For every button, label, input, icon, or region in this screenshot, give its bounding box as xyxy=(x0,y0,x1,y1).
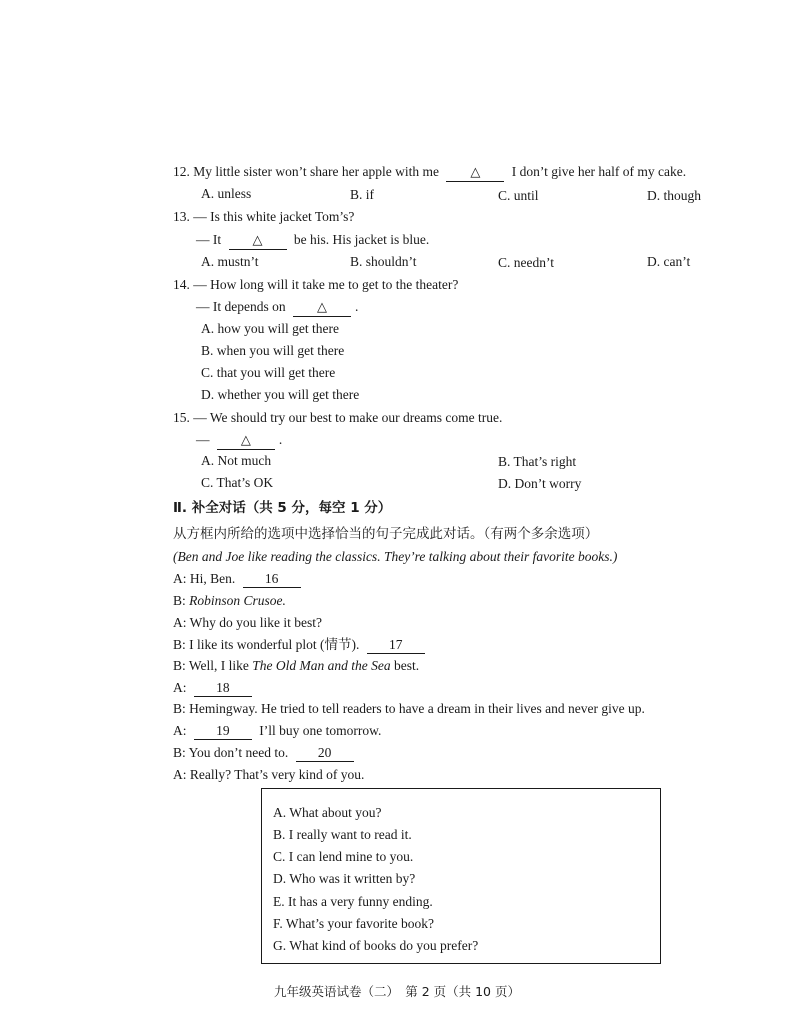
q14-reply-after: . xyxy=(354,299,359,314)
q12-blank: △ xyxy=(446,165,504,182)
q13-option-d: D. can’t xyxy=(647,254,691,269)
q14-blank: △ xyxy=(293,300,351,317)
q13-stem: 13. — Is this white jacket Tom’s? xyxy=(173,209,355,224)
q13-reply-before: — It xyxy=(196,232,222,247)
q14-option-c: C. that you will get there xyxy=(201,365,336,380)
q13-reply-after: be his. His jacket is blue. xyxy=(293,232,430,247)
dialogue-line-8-after: I’ll buy one tomorrow. xyxy=(259,723,382,738)
q15-option-d: D. Don’t worry xyxy=(498,476,582,491)
dialogue-blank-18: 18 xyxy=(194,680,252,697)
q15-reply xyxy=(196,431,282,450)
dialogue-line-8 xyxy=(173,722,381,740)
dialogue-line-7: B: Hemingway. He tried to tell readers to have a dream in their lives and never give up. xyxy=(173,701,645,716)
dialogue-line-6-speaker: A: xyxy=(173,680,187,695)
q12-option-a: A. unless xyxy=(201,186,252,201)
dialogue-line-6 xyxy=(173,679,256,697)
q15-reply-after: . xyxy=(278,432,283,447)
dialogue-line-1 xyxy=(173,570,305,588)
box-option-g: G. What kind of books do you prefer? xyxy=(273,938,479,953)
dialogue-line-2 xyxy=(173,592,286,610)
dialogue-line-4-text: B: I like its wonderful plot (情节). xyxy=(173,637,360,652)
q13-reply xyxy=(196,231,429,250)
dialogue-blank-17: 17 xyxy=(367,637,425,654)
q13-blank: △ xyxy=(229,233,287,250)
q12-stem-after: I don’t give her half of my cake. xyxy=(511,164,687,179)
q12-option-b: B. if xyxy=(350,187,375,202)
box-option-c: C. I can lend mine to you. xyxy=(273,849,414,864)
q15-option-c: C. That’s OK xyxy=(201,475,274,490)
dialogue-line-5-text: B: Well, I like xyxy=(173,658,249,673)
dialogue-line-2-speaker: B: xyxy=(173,593,186,608)
section2-context: (Ben and Joe like reading the classics. They’re talking about their favorite books.) xyxy=(173,549,618,564)
box-option-b: B. I really want to read it. xyxy=(273,827,412,842)
dialogue-line-4 xyxy=(173,636,429,654)
dialogue-line-3: A: Why do you like it best? xyxy=(173,615,322,630)
q15-reply-before: — xyxy=(196,432,210,447)
q14-reply-before: — It depends on xyxy=(196,299,286,314)
q15-blank: △ xyxy=(217,433,275,450)
box-option-f: F. What’s your favorite book? xyxy=(273,916,435,931)
q13-option-c: C. needn’t xyxy=(498,255,554,270)
section2-heading: Ⅱ. 补全对话（共 5 分，每空 1 分） xyxy=(173,500,392,516)
dialogue-book-title-robinson: Robinson Crusoe. xyxy=(189,593,286,608)
q12-option-c: C. until xyxy=(498,188,539,203)
q13-option-a: A. mustn’t xyxy=(201,254,259,269)
options-box xyxy=(261,788,661,964)
dialogue-blank-19: 19 xyxy=(194,723,252,740)
dialogue-blank-16: 16 xyxy=(243,571,301,588)
q13-option-b: B. shouldn’t xyxy=(350,254,417,269)
dialogue-blank-20: 20 xyxy=(296,745,354,762)
q12-option-d: D. though xyxy=(647,188,701,203)
dialogue-line-9 xyxy=(173,744,358,762)
q12-stem xyxy=(173,163,686,182)
section2-instruction: 从方框内所给的选项中选择恰当的句子完成此对话。（有两个多余选项） xyxy=(173,526,599,542)
box-option-d: D. Who was it written by? xyxy=(273,871,416,886)
dialogue-book-title-old-man: The Old Man and the Sea xyxy=(252,658,391,673)
q12-stem-before: 12. My little sister won’t share her apple with me xyxy=(173,164,439,179)
dialogue-line-5-after: best. xyxy=(394,658,420,673)
q14-option-d: D. whether you will get there xyxy=(201,387,360,402)
q15-option-a: A. Not much xyxy=(201,453,272,468)
dialogue-line-10: A: Really? That’s very kind of you. xyxy=(173,767,365,782)
dialogue-line-5 xyxy=(173,657,419,675)
dialogue-line-9-text: B: You don’t need to. xyxy=(173,745,289,760)
q15-stem: 15. — We should try our best to make our dreams come true. xyxy=(173,410,503,425)
q15-option-b: B. That’s right xyxy=(498,454,577,469)
dialogue-line-1-text: A: Hi, Ben. xyxy=(173,571,236,586)
box-option-e: E. It has a very funny ending. xyxy=(273,894,433,909)
box-option-a: A. What about you? xyxy=(273,805,382,820)
page-footer: 九年级英语试卷（二） 第 2 页（共 10 页） xyxy=(273,984,520,999)
q14-reply xyxy=(196,298,358,317)
q14-stem: 14. — How long will it take me to get to the theater? xyxy=(173,277,459,292)
q14-option-b: B. when you will get there xyxy=(201,343,345,358)
q14-option-a: A. how you will get there xyxy=(201,321,339,336)
dialogue-line-8-speaker: A: xyxy=(173,723,187,738)
